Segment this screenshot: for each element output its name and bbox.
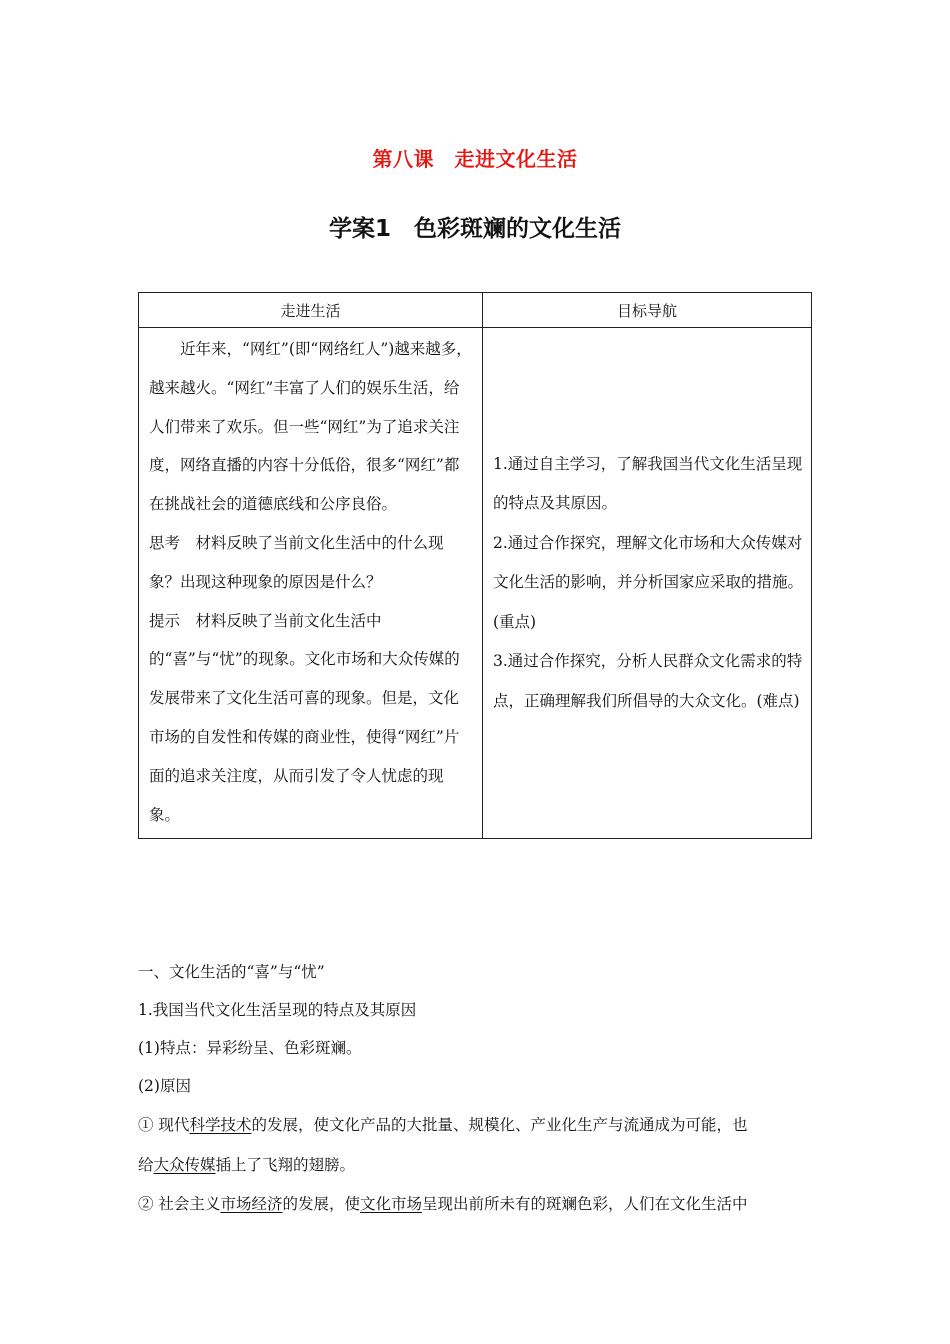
case-title: 学案1 色彩斑斓的文化生活 <box>328 216 621 242</box>
goal-item: 1.通过自主学习，了解我国当代文化生活呈现的特点及其原因。 <box>493 454 803 513</box>
text-run: 的发展，使文化产品的大批量、规模化、产业化生产与流通成为可能，也 <box>251 1116 748 1134</box>
item-heading: 1.我国当代文化生活呈现的特点及其原因 <box>138 1001 417 1019</box>
sub-item: (1)特点：异彩纷呈、色彩斑斓。 <box>138 1039 362 1057</box>
text-run: 插上了飞翔的翅膀。 <box>215 1156 356 1174</box>
underlined-term: 大众传媒 <box>153 1156 216 1174</box>
underlined-term: 文化市场 <box>359 1195 422 1213</box>
lesson-title: 第八课 走进文化生活 <box>372 147 578 171</box>
text-run: ① 现代 <box>138 1116 190 1134</box>
underlined-term: 科学技术 <box>189 1116 252 1134</box>
think-question: 思考 材料反映了当前文化生活中的什么现象？出现这种现象的原因是什么？ <box>149 533 444 591</box>
intro-table <box>138 292 812 839</box>
goals-cell <box>483 328 812 839</box>
goal-item: 2.通过合作探究，理解文化市场和大众传媒对文化生活的影响，并分析国家应采取的措施。(重点) <box>493 533 804 631</box>
content-body <box>138 953 812 1223</box>
life-cell <box>139 328 483 839</box>
reason-line <box>138 1145 812 1185</box>
text-run: ② 社会主义 <box>138 1195 221 1213</box>
hint-answer: 提示 材料反映了当前文化生活中的“喜”与“忧”的现象。文化市场和大众传媒的发展带来了文化生活可喜的现象。但是，文化市场的自发性和传媒的商业性，使得“网红”片面的追求关注度，从而引发了令人忧虑的现象。 <box>149 611 460 824</box>
section-heading: 一、文化生活的“喜”与“忧” <box>138 963 325 981</box>
reason-line <box>138 1185 812 1223</box>
table-header-life: 走进生活 <box>139 293 483 328</box>
reason-line <box>138 1105 812 1145</box>
text-run: 的发展，使 <box>282 1195 360 1213</box>
text-run: 呈现出前所未有的斑斓色彩，人们在文化生活中 <box>421 1195 748 1213</box>
goal-item: 3.通过合作探究，分析人民群众文化需求的特点，正确理解我们所倡导的大众文化。(难点) <box>493 652 803 710</box>
underlined-term: 市场经济 <box>220 1195 283 1213</box>
table-header-goals: 目标导航 <box>483 293 812 328</box>
sub-item: (2)原因 <box>138 1077 191 1095</box>
text-run: 给 <box>138 1156 154 1174</box>
material-paragraph: 近年来，“网红”(即“网络红人”)越来越多，越来越火。“网红”丰富了人们的娱乐生活，给人们带来了欢乐。但一些“网红”为了追求关注度，网络直播的内容十分低俗，很多“网红”都在挑战社会的道德底线和公序良俗。 <box>149 340 472 514</box>
